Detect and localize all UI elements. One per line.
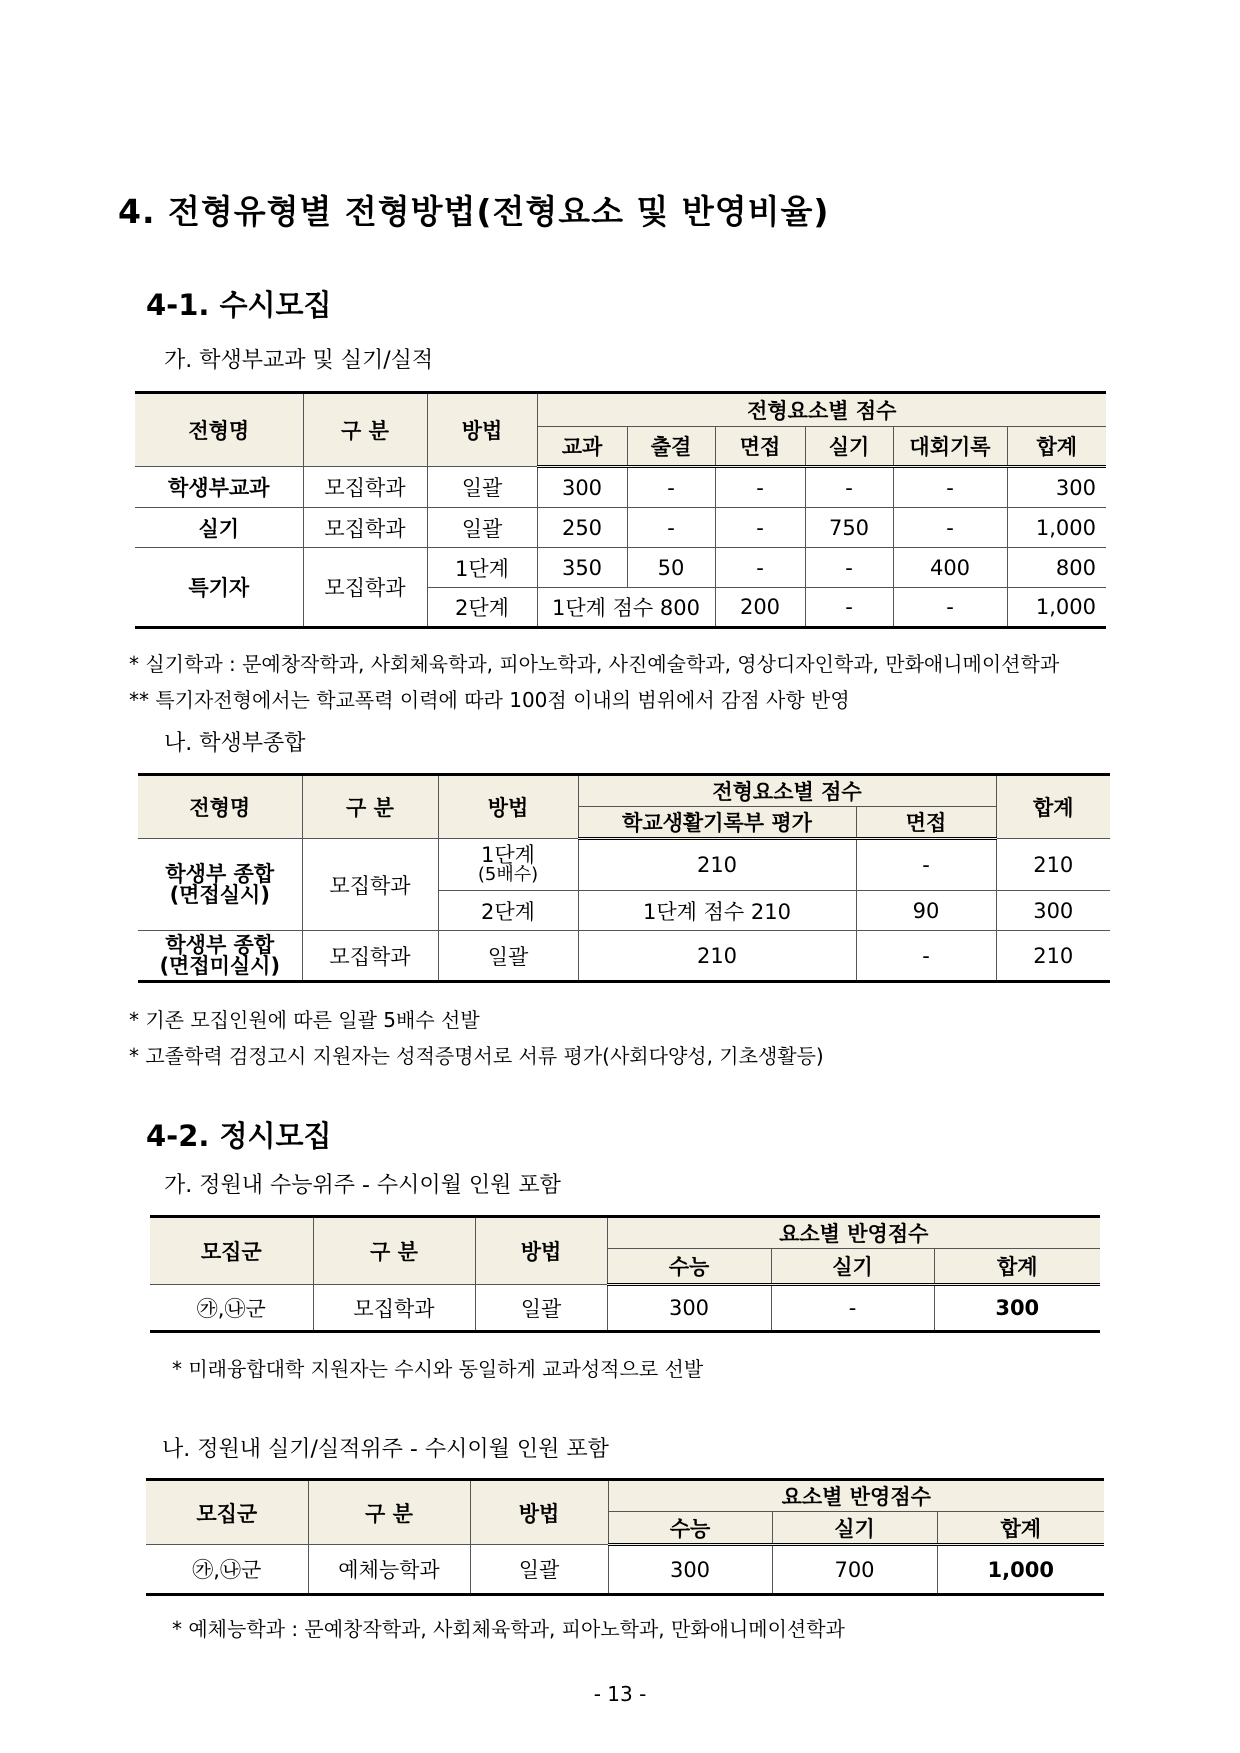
cell: -: [856, 931, 996, 982]
cell: 300: [996, 891, 1110, 931]
header-col: 실기: [772, 1512, 937, 1545]
cell: 모집학과: [303, 467, 427, 508]
header-col: 면접: [715, 427, 805, 467]
cell: 300: [607, 1285, 771, 1332]
header-method: 방법: [475, 1217, 607, 1285]
cell: 250: [537, 508, 627, 548]
header-col: 대회기록: [893, 427, 1007, 467]
header-col: 수능: [608, 1512, 772, 1545]
header-group: 요소별 반영점수: [608, 1480, 1104, 1512]
cell: 1,000: [937, 1545, 1104, 1595]
footnote: * 실기학과 : 문예창작학과, 사회체육학과, 피아노학과, 사진예술학과, 영상디자인학과, 만화애니메이션학과: [129, 652, 1060, 676]
header-method: 방법: [470, 1480, 608, 1545]
cell-line: 1단계: [481, 843, 535, 867]
cell: -: [771, 1285, 934, 1332]
table-row: [135, 467, 1106, 508]
cell: -: [856, 839, 996, 891]
footnote: * 예체능학과 : 문예창작학과, 사회체육학과, 피아노학과, 만화애니메이션학과: [172, 1617, 845, 1641]
cell: -: [715, 467, 805, 508]
cell: 일괄: [475, 1285, 607, 1332]
footnote: * 미래융합대학 지원자는 수시와 동일하게 교과성적으로 선발: [172, 1357, 704, 1381]
cell: 1단계 점수 210: [578, 891, 856, 931]
cell: 일괄: [427, 508, 537, 548]
footnote: ** 특기자전형에서는 학교폭력 이력에 따라 100점 이내의 범위에서 감점 사항 반영: [129, 688, 850, 712]
cell: 실기: [135, 508, 303, 548]
cell: [138, 931, 302, 982]
cell: 210: [996, 931, 1110, 982]
table-row: [135, 548, 1106, 588]
header-col: 면접: [856, 807, 996, 839]
header-group: 요소별 반영점수: [607, 1217, 1100, 1249]
cell-line: (면접실시): [169, 882, 270, 907]
cell: 특기자: [135, 548, 303, 628]
header-col: 합계: [1007, 427, 1106, 467]
cell: 210: [996, 839, 1110, 891]
cell: 90: [856, 891, 996, 931]
cell: 1,000: [1007, 588, 1106, 628]
header-col: 교과: [537, 427, 627, 467]
table-row: [135, 508, 1106, 548]
cell: -: [893, 508, 1007, 548]
cell: -: [805, 588, 893, 628]
subsection-label-na: 나. 학생부종합: [164, 731, 306, 756]
cell: ㉮,㉯군: [146, 1545, 308, 1595]
cell: -: [805, 467, 893, 508]
header-group-name: 모집군: [146, 1480, 308, 1545]
cell: 일괄: [470, 1545, 608, 1595]
header-col: 실기: [805, 427, 893, 467]
cell-line: 학생부 종합: [165, 861, 275, 886]
header-col: 합계: [937, 1512, 1104, 1545]
cell: 300: [608, 1545, 772, 1595]
cell: -: [893, 467, 1007, 508]
cell: 모집학과: [303, 508, 427, 548]
page-title: 4. 전형유형별 전형방법(전형요소 및 반영비율): [118, 192, 830, 231]
cell: 일괄: [427, 467, 537, 508]
header-div: 구 분: [313, 1217, 475, 1285]
header-div: 구 분: [303, 393, 427, 467]
header-col: 실기: [771, 1249, 934, 1285]
table-row: [138, 839, 1110, 891]
cell: 200: [715, 588, 805, 628]
header-method: 방법: [427, 393, 537, 467]
cell: 300: [1007, 467, 1106, 508]
header-total: 합계: [996, 775, 1110, 839]
cell: -: [805, 548, 893, 588]
header-col: 학교생활기록부 평가: [578, 807, 856, 839]
cell: -: [715, 548, 805, 588]
cell: 210: [578, 931, 856, 982]
cell: 학생부교과: [135, 467, 303, 508]
cell: 210: [578, 839, 856, 891]
cell: [438, 839, 578, 891]
cell: 400: [893, 548, 1007, 588]
cell-line: 학생부 종합: [165, 932, 275, 957]
cell: 모집학과: [302, 931, 438, 982]
cell: -: [627, 467, 715, 508]
header-group-name: 모집군: [150, 1217, 313, 1285]
cell: 모집학과: [302, 839, 438, 931]
header-method: 방법: [438, 775, 578, 839]
cell: 2단계: [438, 891, 578, 931]
header-col: 출결: [627, 427, 715, 467]
cell: ㉮,㉯군: [150, 1285, 313, 1332]
cell: 300: [934, 1285, 1100, 1332]
cell: 750: [805, 508, 893, 548]
cell: -: [893, 588, 1007, 628]
cell: 1,000: [1007, 508, 1106, 548]
footnote: * 고졸학력 검정고시 지원자는 성적증명서로 서류 평가(사회다양성, 기초생활등): [129, 1044, 824, 1068]
header-col: 수능: [607, 1249, 771, 1285]
cell: 예체능학과: [308, 1545, 470, 1595]
subsection-label-ga: 가. 정원내 수능위주 - 수시이월 인원 포함: [164, 1173, 561, 1198]
cell: 모집학과: [313, 1285, 475, 1332]
cell-line: (면접미실시): [159, 953, 281, 978]
cell: 일괄: [438, 931, 578, 982]
cell: -: [627, 508, 715, 548]
header-group: 전형요소별 점수: [537, 393, 1106, 427]
cell: 1단계: [427, 548, 537, 588]
cell: [138, 839, 302, 931]
header-group: 전형요소별 점수: [578, 775, 996, 807]
table-jeongsi-suneung: [150, 1215, 1100, 1333]
header-name: 전형명: [135, 393, 303, 467]
section-heading-4-1: 4-1. 수시모집: [146, 288, 332, 322]
cell: 700: [772, 1545, 937, 1595]
header-div: 구 분: [308, 1480, 470, 1545]
table-jeongsi-silgi: [146, 1478, 1104, 1596]
cell: -: [715, 508, 805, 548]
cell: 300: [537, 467, 627, 508]
section-heading-4-2: 4-2. 정시모집: [146, 1119, 332, 1153]
cell: 모집학과: [303, 548, 427, 628]
footnote: * 기존 모집인원에 따른 일괄 5배수 선발: [129, 1008, 480, 1032]
header-div: 구 분: [302, 775, 438, 839]
subsection-label-ga: 가. 학생부교과 및 실기/실적: [164, 348, 434, 373]
cell: 800: [1007, 548, 1106, 588]
cell: 50: [627, 548, 715, 588]
table-row: [146, 1545, 1104, 1595]
table-susi-gyogwa: [135, 391, 1106, 629]
page-number: - 13 -: [593, 1682, 647, 1706]
subsection-label-na: 나. 정원내 실기/실적위주 - 수시이월 인원 포함: [162, 1437, 609, 1462]
cell: 350: [537, 548, 627, 588]
table-row: [138, 931, 1110, 982]
header-name: 전형명: [138, 775, 302, 839]
table-row: [150, 1285, 1100, 1332]
cell-line: (5배수): [477, 864, 539, 885]
cell: 1단계 점수 800: [537, 588, 715, 628]
header-col: 합계: [934, 1249, 1100, 1285]
cell: 2단계: [427, 588, 537, 628]
table-susi-jonghap: [138, 773, 1110, 983]
